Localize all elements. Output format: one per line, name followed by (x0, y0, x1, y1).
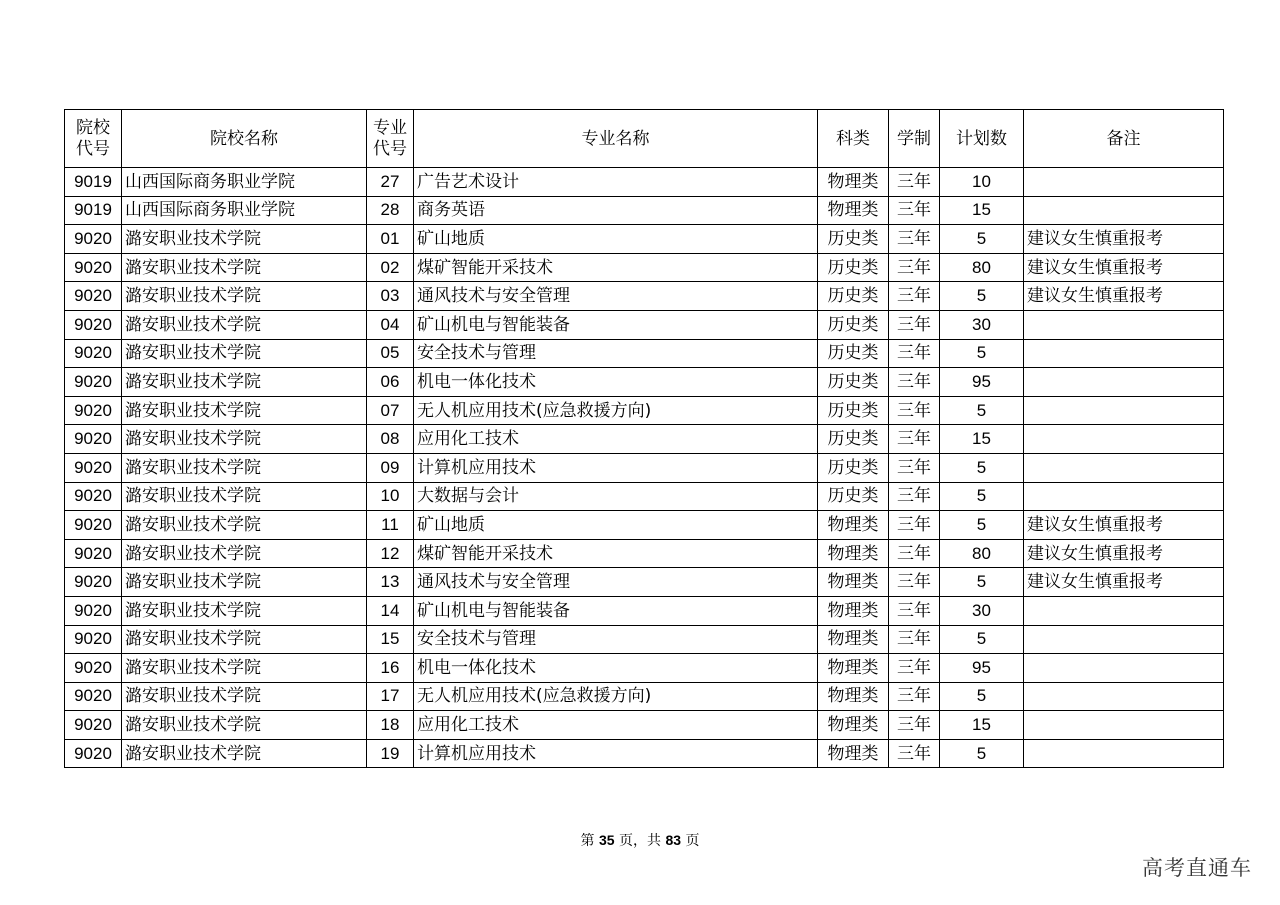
cell-school-name: 潞安职业技术学院 (122, 339, 367, 368)
cell-major-code: 14 (367, 596, 414, 625)
cell-category: 物理类 (818, 682, 889, 711)
table-header (65, 110, 1224, 168)
cell-major-code: 16 (367, 654, 414, 683)
cell-school-name: 潞安职业技术学院 (122, 368, 367, 397)
cell-major-name: 商务英语 (414, 196, 818, 225)
cell-plan: 30 (940, 596, 1024, 625)
cell-category: 历史类 (818, 282, 889, 311)
cell-note: 建议女生慎重报考 (1024, 225, 1224, 254)
header-note: 备注 (1024, 110, 1224, 168)
cell-major-code: 11 (367, 511, 414, 540)
table-row (65, 282, 1224, 311)
table-body (65, 168, 1224, 768)
cell-duration: 三年 (889, 253, 940, 282)
cell-major-code: 09 (367, 453, 414, 482)
cell-duration: 三年 (889, 711, 940, 740)
cell-category: 物理类 (818, 596, 889, 625)
cell-duration: 三年 (889, 625, 940, 654)
cell-category: 历史类 (818, 425, 889, 454)
cell-major-name: 机电一体化技术 (414, 368, 818, 397)
cell-note (1024, 368, 1224, 397)
table-row (65, 511, 1224, 540)
cell-school-code: 9020 (65, 368, 122, 397)
cell-major-code: 05 (367, 339, 414, 368)
cell-major-name: 计算机应用技术 (414, 739, 818, 768)
cell-major-name: 矿山地质 (414, 511, 818, 540)
cell-major-name: 大数据与会计 (414, 482, 818, 511)
cell-major-name: 煤矿智能开采技术 (414, 253, 818, 282)
footer-suffix: 页 (685, 833, 700, 849)
cell-note (1024, 339, 1224, 368)
cell-major-name: 矿山机电与智能装备 (414, 596, 818, 625)
cell-category: 历史类 (818, 339, 889, 368)
cell-duration: 三年 (889, 596, 940, 625)
cell-school-code: 9020 (65, 396, 122, 425)
cell-school-name: 潞安职业技术学院 (122, 596, 367, 625)
cell-note (1024, 682, 1224, 711)
cell-major-name: 广告艺术设计 (414, 168, 818, 197)
cell-school-name: 潞安职业技术学院 (122, 282, 367, 311)
footer-total-pages: 83 (665, 832, 682, 848)
cell-school-name: 潞安职业技术学院 (122, 225, 367, 254)
table-row (65, 739, 1224, 768)
header-school-name: 院校名称 (122, 110, 367, 168)
cell-plan: 5 (940, 625, 1024, 654)
cell-major-name: 煤矿智能开采技术 (414, 539, 818, 568)
cell-school-code: 9020 (65, 711, 122, 740)
cell-note: 建议女生慎重报考 (1024, 539, 1224, 568)
table-row (65, 539, 1224, 568)
cell-major-name: 矿山地质 (414, 225, 818, 254)
table-row (65, 482, 1224, 511)
cell-major-code: 15 (367, 625, 414, 654)
cell-category: 物理类 (818, 196, 889, 225)
cell-duration: 三年 (889, 568, 940, 597)
cell-school-code: 9019 (65, 196, 122, 225)
table-row (65, 682, 1224, 711)
cell-school-name: 潞安职业技术学院 (122, 310, 367, 339)
cell-school-name: 潞安职业技术学院 (122, 425, 367, 454)
cell-category: 历史类 (818, 225, 889, 254)
cell-school-name: 潞安职业技术学院 (122, 396, 367, 425)
cell-plan: 5 (940, 453, 1024, 482)
cell-major-code: 07 (367, 396, 414, 425)
cell-note (1024, 425, 1224, 454)
header-school-code: 院校 代号 (65, 110, 122, 168)
cell-plan: 95 (940, 368, 1024, 397)
header-row (65, 110, 1224, 168)
cell-duration: 三年 (889, 339, 940, 368)
cell-note (1024, 711, 1224, 740)
cell-school-name: 潞安职业技术学院 (122, 253, 367, 282)
table-row (65, 168, 1224, 197)
footer-prefix: 第 (580, 833, 595, 849)
cell-school-name: 山西国际商务职业学院 (122, 168, 367, 197)
cell-category: 历史类 (818, 310, 889, 339)
table-row (65, 711, 1224, 740)
cell-duration: 三年 (889, 396, 940, 425)
cell-school-name: 潞安职业技术学院 (122, 625, 367, 654)
cell-plan: 30 (940, 310, 1024, 339)
cell-note (1024, 482, 1224, 511)
cell-school-code: 9020 (65, 625, 122, 654)
table-row (65, 568, 1224, 597)
table-row (65, 225, 1224, 254)
cell-major-code: 02 (367, 253, 414, 282)
cell-major-name: 应用化工技术 (414, 425, 818, 454)
cell-school-code: 9020 (65, 739, 122, 768)
cell-plan: 80 (940, 253, 1024, 282)
header-plan: 计划数 (940, 110, 1024, 168)
cell-major-code: 17 (367, 682, 414, 711)
footer-page-number: 35 (598, 832, 615, 848)
cell-school-name: 山西国际商务职业学院 (122, 196, 367, 225)
cell-category: 物理类 (818, 625, 889, 654)
cell-duration: 三年 (889, 310, 940, 339)
cell-major-code: 10 (367, 482, 414, 511)
header-category: 科类 (818, 110, 889, 168)
cell-note: 建议女生慎重报考 (1024, 253, 1224, 282)
cell-major-name: 计算机应用技术 (414, 453, 818, 482)
cell-note (1024, 625, 1224, 654)
cell-duration: 三年 (889, 482, 940, 511)
cell-duration: 三年 (889, 654, 940, 683)
cell-plan: 5 (940, 682, 1024, 711)
table-row (65, 339, 1224, 368)
cell-major-code: 18 (367, 711, 414, 740)
cell-school-code: 9020 (65, 453, 122, 482)
cell-plan: 5 (940, 482, 1024, 511)
cell-category: 物理类 (818, 739, 889, 768)
header-major-name: 专业名称 (414, 110, 818, 168)
table-row (65, 396, 1224, 425)
cell-duration: 三年 (889, 368, 940, 397)
cell-category: 历史类 (818, 396, 889, 425)
cell-major-code: 27 (367, 168, 414, 197)
cell-note (1024, 654, 1224, 683)
cell-school-name: 潞安职业技术学院 (122, 568, 367, 597)
cell-plan: 95 (940, 654, 1024, 683)
table-row (65, 310, 1224, 339)
page-footer (0, 830, 1280, 850)
cell-category: 物理类 (818, 168, 889, 197)
watermark: 高考直通车 (1142, 856, 1252, 880)
cell-plan: 15 (940, 196, 1024, 225)
cell-school-name: 潞安职业技术学院 (122, 539, 367, 568)
cell-school-name: 潞安职业技术学院 (122, 739, 367, 768)
cell-major-code: 06 (367, 368, 414, 397)
cell-plan: 5 (940, 739, 1024, 768)
cell-school-name: 潞安职业技术学院 (122, 453, 367, 482)
table-row (65, 453, 1224, 482)
cell-note (1024, 168, 1224, 197)
cell-plan: 5 (940, 568, 1024, 597)
cell-duration: 三年 (889, 425, 940, 454)
cell-school-name: 潞安职业技术学院 (122, 711, 367, 740)
table-row (65, 596, 1224, 625)
cell-major-name: 通风技术与安全管理 (414, 568, 818, 597)
cell-note: 建议女生慎重报考 (1024, 511, 1224, 540)
cell-school-code: 9020 (65, 253, 122, 282)
cell-major-name: 机电一体化技术 (414, 654, 818, 683)
cell-major-code: 01 (367, 225, 414, 254)
table-row (65, 368, 1224, 397)
footer-middle: 页，共 (619, 833, 661, 849)
cell-school-code: 9020 (65, 682, 122, 711)
cell-duration: 三年 (889, 682, 940, 711)
cell-note (1024, 596, 1224, 625)
cell-duration: 三年 (889, 168, 940, 197)
cell-major-code: 12 (367, 539, 414, 568)
cell-category: 物理类 (818, 568, 889, 597)
admission-plan-table (64, 109, 1224, 768)
cell-plan: 15 (940, 425, 1024, 454)
cell-school-code: 9020 (65, 339, 122, 368)
cell-school-name: 潞安职业技术学院 (122, 654, 367, 683)
cell-note (1024, 739, 1224, 768)
header-duration: 学制 (889, 110, 940, 168)
cell-plan: 15 (940, 711, 1024, 740)
cell-note (1024, 396, 1224, 425)
cell-note: 建议女生慎重报考 (1024, 282, 1224, 311)
cell-plan: 5 (940, 396, 1024, 425)
cell-plan: 10 (940, 168, 1024, 197)
table-row (65, 196, 1224, 225)
cell-school-code: 9020 (65, 310, 122, 339)
cell-school-code: 9020 (65, 568, 122, 597)
cell-plan: 5 (940, 339, 1024, 368)
cell-major-code: 04 (367, 310, 414, 339)
cell-duration: 三年 (889, 196, 940, 225)
cell-school-code: 9020 (65, 596, 122, 625)
cell-duration: 三年 (889, 453, 940, 482)
cell-major-name: 矿山机电与智能装备 (414, 310, 818, 339)
cell-school-code: 9019 (65, 168, 122, 197)
cell-school-code: 9020 (65, 482, 122, 511)
cell-plan: 5 (940, 225, 1024, 254)
cell-major-code: 08 (367, 425, 414, 454)
cell-duration: 三年 (889, 539, 940, 568)
cell-school-code: 9020 (65, 511, 122, 540)
cell-note (1024, 453, 1224, 482)
cell-major-name: 安全技术与管理 (414, 625, 818, 654)
cell-school-name: 潞安职业技术学院 (122, 482, 367, 511)
cell-major-code: 19 (367, 739, 414, 768)
cell-school-code: 9020 (65, 425, 122, 454)
cell-school-code: 9020 (65, 225, 122, 254)
cell-school-code: 9020 (65, 539, 122, 568)
cell-major-name: 无人机应用技术(应急救援方向) (414, 396, 818, 425)
cell-category: 物理类 (818, 654, 889, 683)
cell-school-name: 潞安职业技术学院 (122, 682, 367, 711)
cell-duration: 三年 (889, 511, 940, 540)
cell-plan: 5 (940, 282, 1024, 311)
cell-note (1024, 196, 1224, 225)
cell-major-code: 13 (367, 568, 414, 597)
cell-category: 历史类 (818, 482, 889, 511)
cell-category: 物理类 (818, 511, 889, 540)
cell-major-name: 应用化工技术 (414, 711, 818, 740)
cell-note: 建议女生慎重报考 (1024, 568, 1224, 597)
table-row (65, 654, 1224, 683)
cell-major-code: 28 (367, 196, 414, 225)
cell-major-code: 03 (367, 282, 414, 311)
cell-duration: 三年 (889, 225, 940, 254)
cell-major-name: 无人机应用技术(应急救援方向) (414, 682, 818, 711)
cell-category: 历史类 (818, 453, 889, 482)
cell-category: 历史类 (818, 253, 889, 282)
table-row (65, 425, 1224, 454)
cell-school-code: 9020 (65, 654, 122, 683)
header-major-code: 专业 代号 (367, 110, 414, 168)
table-row (65, 253, 1224, 282)
cell-plan: 80 (940, 539, 1024, 568)
cell-plan: 5 (940, 511, 1024, 540)
cell-duration: 三年 (889, 282, 940, 311)
cell-school-code: 9020 (65, 282, 122, 311)
cell-category: 物理类 (818, 711, 889, 740)
cell-school-name: 潞安职业技术学院 (122, 511, 367, 540)
cell-category: 物理类 (818, 539, 889, 568)
cell-major-name: 安全技术与管理 (414, 339, 818, 368)
cell-major-name: 通风技术与安全管理 (414, 282, 818, 311)
cell-duration: 三年 (889, 739, 940, 768)
table-row (65, 625, 1224, 654)
cell-note (1024, 310, 1224, 339)
cell-category: 历史类 (818, 368, 889, 397)
